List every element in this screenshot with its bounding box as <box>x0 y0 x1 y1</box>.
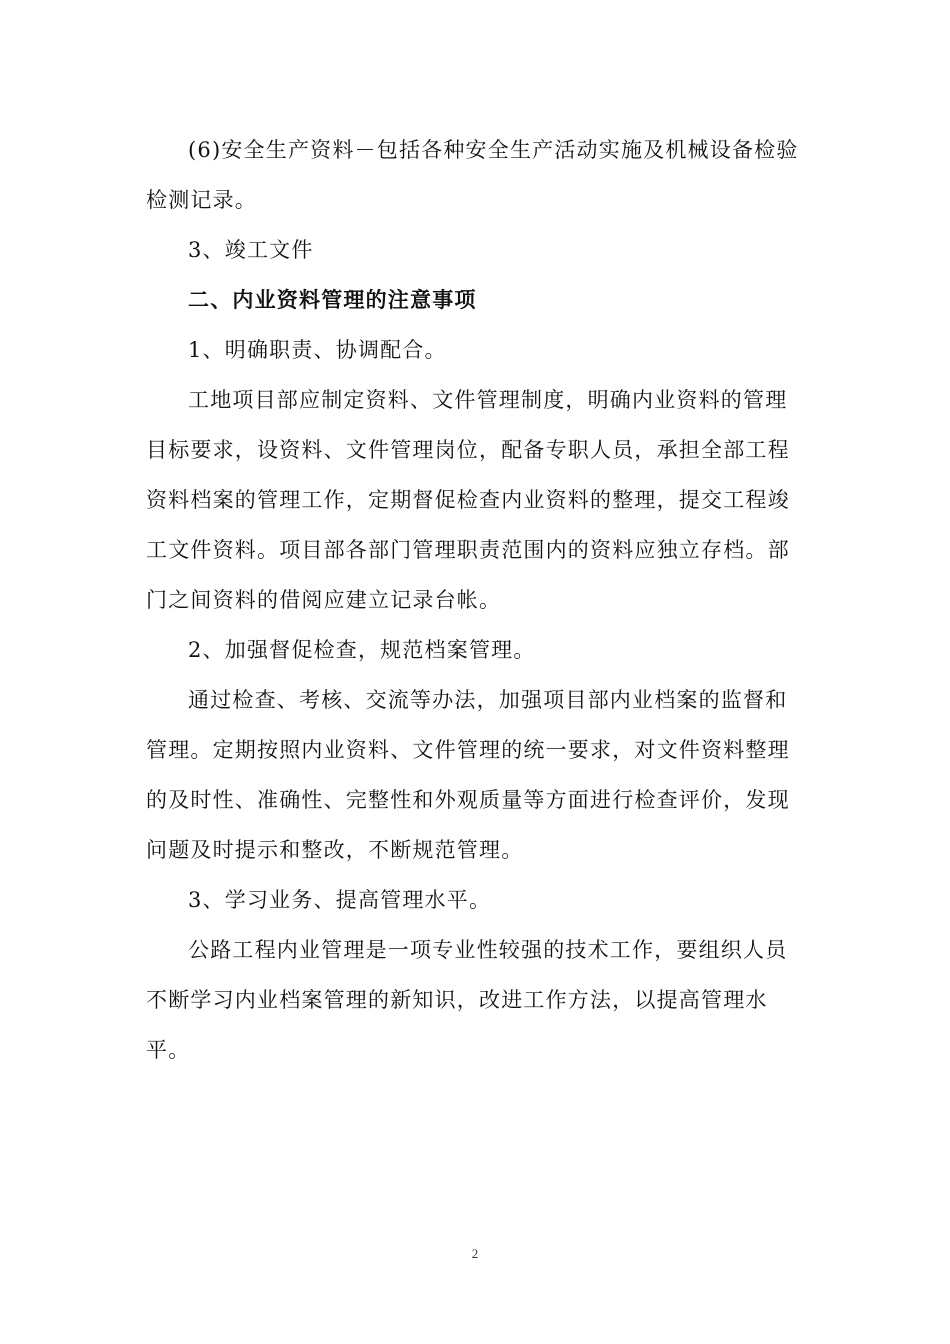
paragraph-inspection: 通过检查、考核、交流等办法，加强项目部内业档案的监督和管理。定期按照内业资料、文件管理的统一要求，对文件资料整理的及时性、准确性、完整性和外观质量等方面进行检查评价，发现问题及时提示和整改，不断规范管理。 <box>146 688 790 862</box>
subheading-responsibilities: 1、明确职责、协调配合。 <box>188 338 447 362</box>
section-heading: 二、内业资料管理的注意事项 <box>188 288 477 312</box>
paragraph-completion-documents: 3、竣工文件 <box>188 238 314 262</box>
page-number: 2 <box>471 1246 479 1261</box>
paragraph-safety-records: (6)安全生产资料－包括各种安全生产活动实施及机械设备检验检测记录。 <box>146 138 799 212</box>
paragraph-responsibilities: 工地项目部应制定资料、文件管理制度，明确内业资料的管理目标要求，设资料、文件管理岗位，配备专职人员，承担全部工程资料档案的管理工作，定期督促检查内业资料的整理，提交工程竣工文件资料。项目部各部门管理职责范围内的资料应独立存档。部门之间资料的借阅应建立记录台帐。 <box>146 388 790 612</box>
paragraph-learning: 公路工程内业管理是一项专业性较强的技术工作，要组织人员不断学习内业档案管理的新知识，改进工作方法，以提高管理水平。 <box>146 938 788 1062</box>
subheading-inspection: 2、加强督促检查，规范档案管理。 <box>188 638 536 662</box>
subheading-learning: 3、学习业务、提高管理水平。 <box>188 888 492 912</box>
